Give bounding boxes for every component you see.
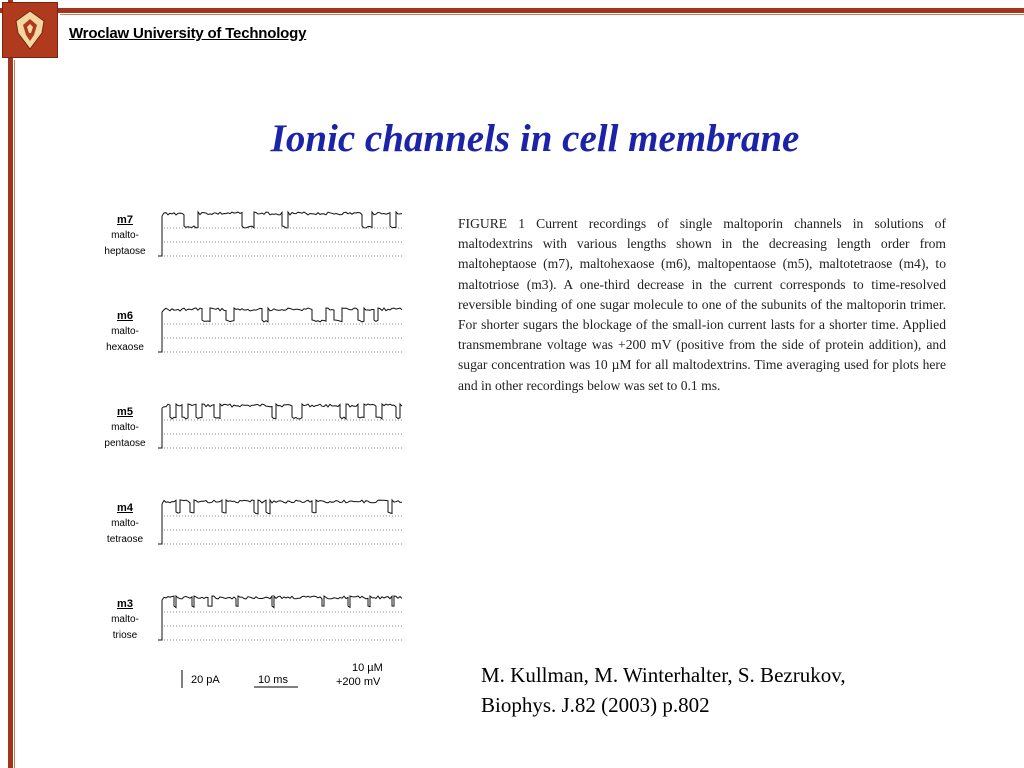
left-frame-rule	[14, 60, 15, 768]
trace-line	[162, 596, 402, 608]
header-bar	[0, 8, 1024, 13]
trace-label-line2: triose	[112, 630, 138, 641]
trace-label-code: m7	[117, 214, 133, 226]
trace-label-line1: malto-	[111, 518, 139, 529]
trace-start-tick	[158, 600, 162, 640]
trace-label-line1: malto-	[111, 422, 139, 433]
trace-line	[162, 404, 402, 419]
header-rule	[60, 14, 1024, 15]
trace-start-tick	[158, 408, 162, 448]
trace-label-line2: pentaose	[104, 438, 146, 449]
current-recordings-figure	[90, 200, 420, 700]
trace-line	[162, 308, 402, 322]
trace-label-m6	[95, 308, 155, 356]
trace-label-line2: heptaose	[104, 246, 146, 257]
trace-label-line1: malto-	[111, 230, 139, 241]
trace-start-tick	[158, 216, 162, 256]
trace-start-tick	[158, 312, 162, 352]
current-trace-m6	[158, 298, 408, 364]
current-trace-m3	[158, 586, 408, 652]
trace-label-line2: hexaose	[106, 342, 144, 353]
time-scale-label: 10 ms	[258, 674, 288, 686]
trace-label-m5	[95, 404, 155, 452]
trace-label-code: m3	[117, 598, 133, 610]
citation	[481, 660, 1001, 720]
citation-journal: Biophys. J.82 (2003) p.802	[481, 693, 710, 717]
trace-start-tick	[158, 504, 162, 544]
trace-label-code: m4	[117, 502, 133, 514]
university-name: Wroclaw University of Technology	[69, 25, 307, 42]
concentration-label: 10 µM	[352, 662, 383, 674]
time-scale-bar	[252, 684, 302, 690]
figure-caption: FIGURE 1 Current recordings of single maltoporin channels in solutions of maltodextrins with various lengths shown in the decreasing length order from maltoheptaose (m7), maltohexaose (m6), maltopentaose (m5), maltotetraose (m4), to maltotriose (m3). A one-third decrease in the current corresponds to time-resolved reversible binding of one sugar molecule to one of the subunits of the maltoporin trimer. For shorter sugars the blockage of the small-ion current lasts for a shorter time. Applied transmembrane voltage was +200 mV (positive from the side of protein addition), and sugar concentration was 10 µM for all maltodextrins. Time averaging used for plots here and in other recordings below was set to 0.1 ms.	[458, 216, 946, 393]
trace-line	[162, 212, 402, 228]
current-scale-label: 20 pA	[191, 674, 220, 686]
citation-authors: M. Kullman, M. Winterhalter, S. Bezrukov,	[481, 663, 846, 687]
current-trace-m5	[158, 394, 408, 460]
voltage-label: +200 mV	[336, 676, 381, 688]
trace-label-code: m5	[117, 406, 133, 418]
trace-line	[162, 500, 402, 514]
trace-label-m7	[95, 212, 155, 260]
trace-label-line1: malto-	[111, 614, 139, 625]
university-crest-icon	[2, 2, 58, 58]
trace-label-code: m6	[117, 310, 133, 322]
slide-title: Ionic channels in cell membrane	[270, 117, 800, 160]
trace-label-m4	[95, 500, 155, 548]
current-trace-m4	[158, 490, 408, 556]
trace-label-line2: tetraose	[106, 534, 144, 545]
trace-label-m3	[95, 596, 155, 644]
current-trace-m7	[158, 202, 408, 268]
trace-label-line1: malto-	[111, 326, 139, 337]
current-scale-bar	[178, 668, 188, 690]
